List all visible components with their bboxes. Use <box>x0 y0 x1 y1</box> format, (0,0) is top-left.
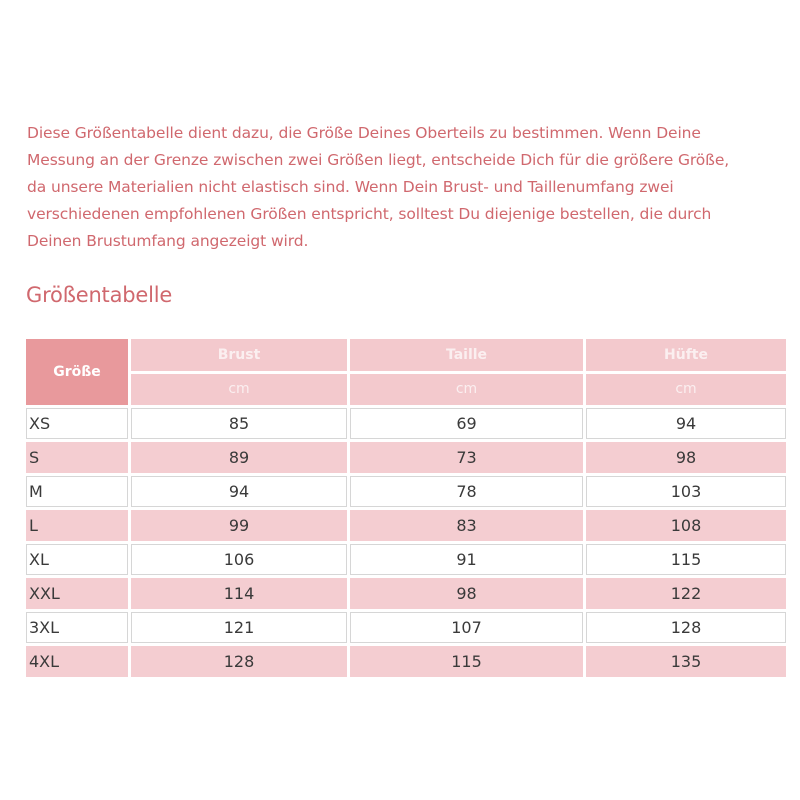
brust-cell: 99 <box>131 510 347 541</box>
huefte-cell: 94 <box>586 408 786 439</box>
intro-line: verschiedenen empfohlenen Größen entspricht, solltest Du diejenige bestellen, die durch <box>27 205 712 223</box>
intro-line: Deinen Brustumfang angezeigt wird. <box>27 232 309 250</box>
brust-cell: 121 <box>131 612 347 643</box>
size-cell: 4XL <box>26 646 128 677</box>
size-chart-table <box>23 336 789 680</box>
table-row <box>26 476 786 507</box>
table-header-row <box>26 339 786 371</box>
taille-cell: 69 <box>350 408 583 439</box>
huefte-unit: cm <box>586 374 786 406</box>
brust-cell: 94 <box>131 476 347 507</box>
brust-cell: 85 <box>131 408 347 439</box>
brust-cell: 128 <box>131 646 347 677</box>
huefte-cell: 103 <box>586 476 786 507</box>
taille-cell: 115 <box>350 646 583 677</box>
taille-cell: 78 <box>350 476 583 507</box>
intro-line: da unsere Materialien nicht elastisch sind. Wenn Dein Brust- und Taillenumfang zwei <box>27 178 674 196</box>
taille-unit: cm <box>350 374 583 406</box>
brust-cell: 106 <box>131 544 347 575</box>
huefte-cell: 108 <box>586 510 786 541</box>
intro-line: Diese Größentabelle dient dazu, die Größe Deines Oberteils zu bestimmen. Wenn Deine <box>27 124 701 142</box>
huefte-cell: 98 <box>586 442 786 473</box>
size-cell: L <box>26 510 128 541</box>
taille-cell: 98 <box>350 578 583 609</box>
table-row <box>26 544 786 575</box>
taille-cell: 73 <box>350 442 583 473</box>
table-row <box>26 578 786 609</box>
size-cell: 3XL <box>26 612 128 643</box>
size-cell: XS <box>26 408 128 439</box>
brust-unit: cm <box>131 374 347 406</box>
huefte-cell: 115 <box>586 544 786 575</box>
huefte-cell: 135 <box>586 646 786 677</box>
brust-column-header: Brust <box>131 339 347 371</box>
huefte-cell: 122 <box>586 578 786 609</box>
taille-cell: 83 <box>350 510 583 541</box>
table-row <box>26 408 786 439</box>
table-unit-row <box>26 374 786 406</box>
table-title: Größentabelle <box>26 283 173 307</box>
size-cell: XXL <box>26 578 128 609</box>
taille-column-header: Taille <box>350 339 583 371</box>
intro-text <box>27 120 787 255</box>
brust-cell: 114 <box>131 578 347 609</box>
intro-line: Messung an der Grenze zwischen zwei Größen liegt, entscheide Dich für die größere Größe, <box>27 151 730 169</box>
table-row <box>26 510 786 541</box>
table-row <box>26 442 786 473</box>
table-row <box>26 612 786 643</box>
size-cell: S <box>26 442 128 473</box>
size-column-header: Größe <box>26 339 128 405</box>
table-row <box>26 646 786 677</box>
brust-cell: 89 <box>131 442 347 473</box>
huefte-cell: 128 <box>586 612 786 643</box>
size-cell: XL <box>26 544 128 575</box>
size-cell: M <box>26 476 128 507</box>
huefte-column-header: Hüfte <box>586 339 786 371</box>
taille-cell: 107 <box>350 612 583 643</box>
taille-cell: 91 <box>350 544 583 575</box>
